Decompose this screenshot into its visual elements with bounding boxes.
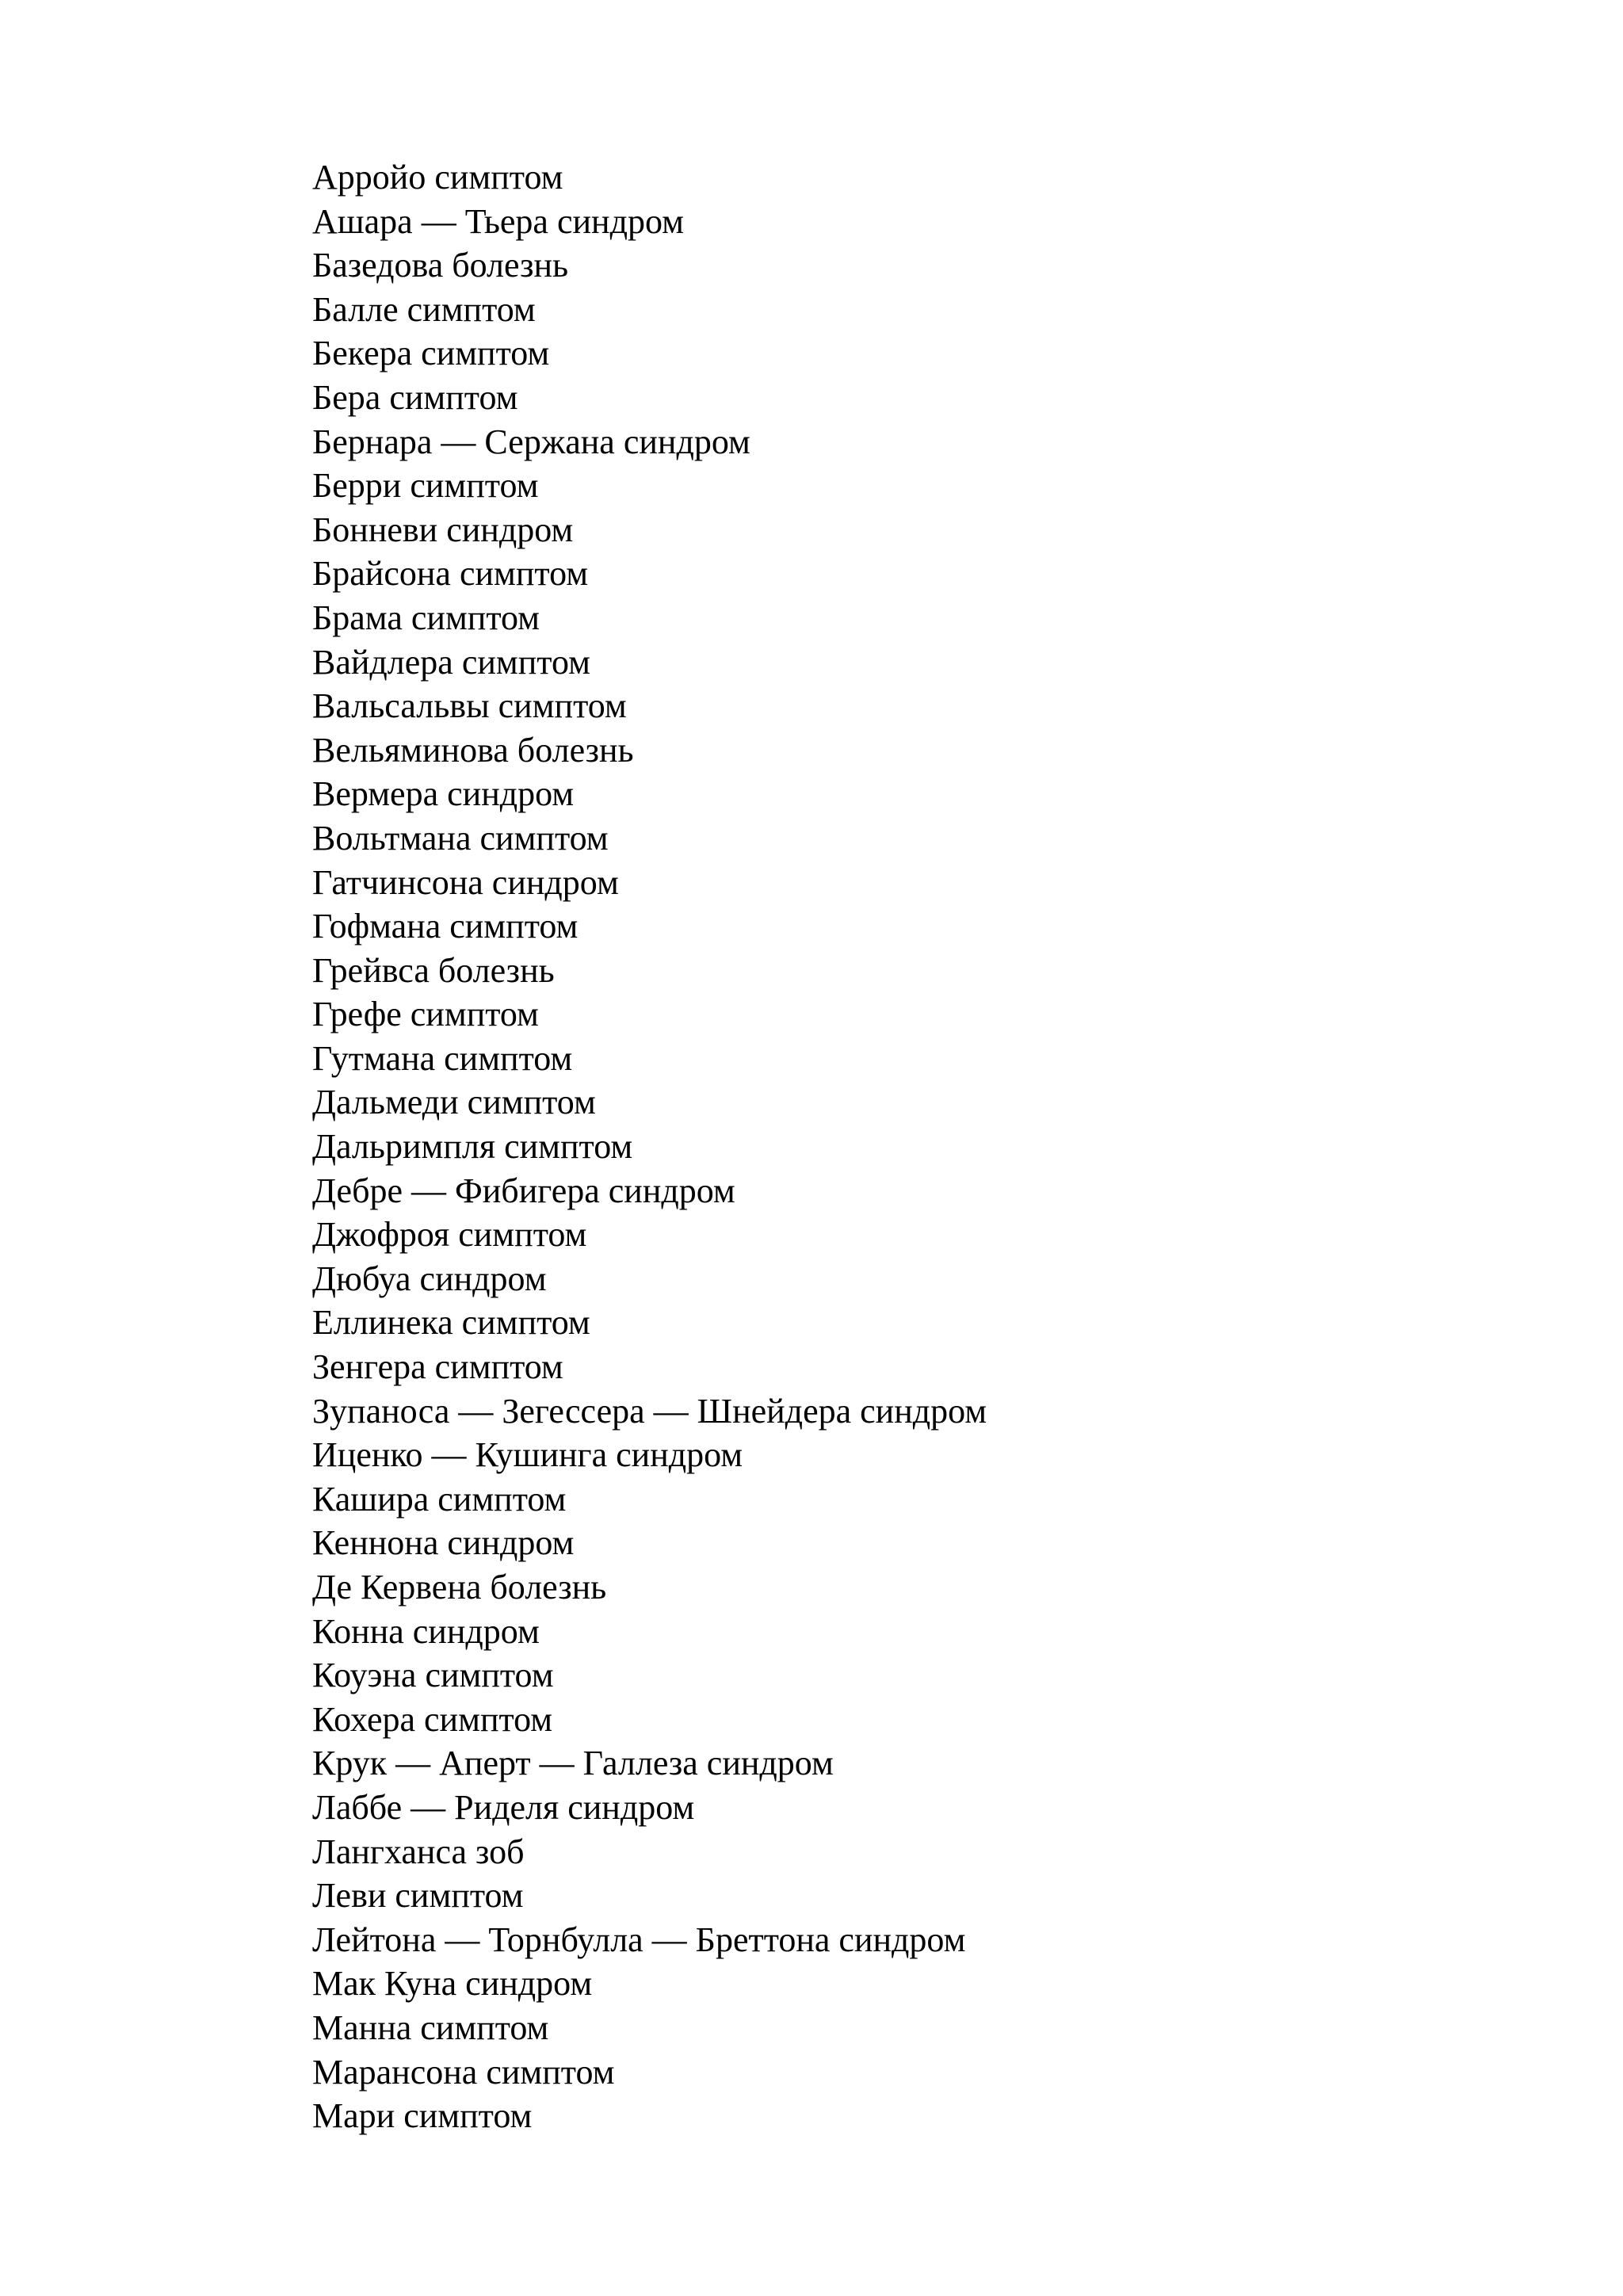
term-item: Брайсона симптом bbox=[312, 554, 589, 594]
term-item: Гофмана симптом bbox=[312, 907, 579, 946]
term-item: Зенгера симптом bbox=[312, 1347, 563, 1387]
term-item: Леви симптом bbox=[312, 1876, 524, 1916]
term-item: Марансона симптом bbox=[312, 2052, 615, 2092]
term-item: Арройо симптом bbox=[312, 158, 563, 197]
term-item: Дальмеди симптом bbox=[312, 1083, 596, 1122]
term-item: Грейвса болезнь bbox=[312, 950, 555, 990]
term-item: Берри симптом bbox=[312, 466, 539, 506]
term-item: Лейтона — Торнбулла — Бреттона синдром bbox=[312, 1920, 966, 1959]
eponym-term-list bbox=[312, 155, 987, 2138]
term-item: Вайдлера симптом bbox=[312, 642, 590, 682]
term-item: Мари симптом bbox=[312, 2096, 533, 2136]
term-item: Вельяминова болезнь bbox=[312, 730, 634, 770]
term-item: Де Кервена болезнь bbox=[312, 1568, 607, 1606]
term-item: Зупаноса — Зегессера — Шнейдера синдром bbox=[312, 1391, 987, 1431]
term-item: Кохера симптом bbox=[312, 1699, 553, 1739]
term-item: Крук — Аперт — Галлеза синдром bbox=[312, 1744, 834, 1783]
term-item: Вермера синдром bbox=[312, 774, 575, 814]
term-item: Грефе симптом bbox=[312, 995, 539, 1034]
term-item: Гутмана симптом bbox=[312, 1038, 573, 1078]
term-item: Еллинека симптом bbox=[312, 1303, 590, 1343]
term-item: Бернара — Сержана синдром bbox=[312, 422, 750, 461]
term-item: Дебре — Фибигера синдром bbox=[312, 1171, 735, 1210]
term-item: Гатчинсона синдром bbox=[312, 862, 619, 902]
term-item: Дюбуа синдром bbox=[312, 1259, 547, 1298]
term-item: Мак Куна синдром bbox=[312, 1964, 593, 2004]
term-item: Бонневи синдром bbox=[312, 510, 574, 549]
term-item: Брама симптом bbox=[312, 598, 540, 637]
term-item: Иценко — Кушинга синдром bbox=[312, 1435, 743, 1475]
term-item: Дальримпля симптом bbox=[312, 1127, 633, 1167]
term-item: Бекера симптом bbox=[312, 334, 550, 373]
term-item: Джофроя симптом bbox=[312, 1215, 587, 1255]
term-item: Базедова болезнь bbox=[312, 246, 569, 285]
term-item: Коуэна симптом bbox=[312, 1656, 554, 1695]
term-item: Лангханса зоб bbox=[312, 1832, 525, 1871]
term-item: Кашира симптом bbox=[312, 1479, 567, 1519]
term-item: Кеннона синдром bbox=[312, 1523, 575, 1563]
term-item: Ашара — Тьера синдром bbox=[312, 201, 684, 241]
term-item: Манна симптом bbox=[312, 2008, 549, 2047]
term-item: Конна синдром bbox=[312, 1611, 540, 1651]
term-item: Лаббе — Риделя синдром bbox=[312, 1787, 695, 1827]
term-item: Вальсальвы симптом bbox=[312, 686, 627, 726]
term-item: Бера симптом bbox=[312, 377, 518, 417]
term-item: Вольтмана симптом bbox=[312, 818, 609, 858]
term-item: Балле симптом bbox=[312, 289, 536, 329]
